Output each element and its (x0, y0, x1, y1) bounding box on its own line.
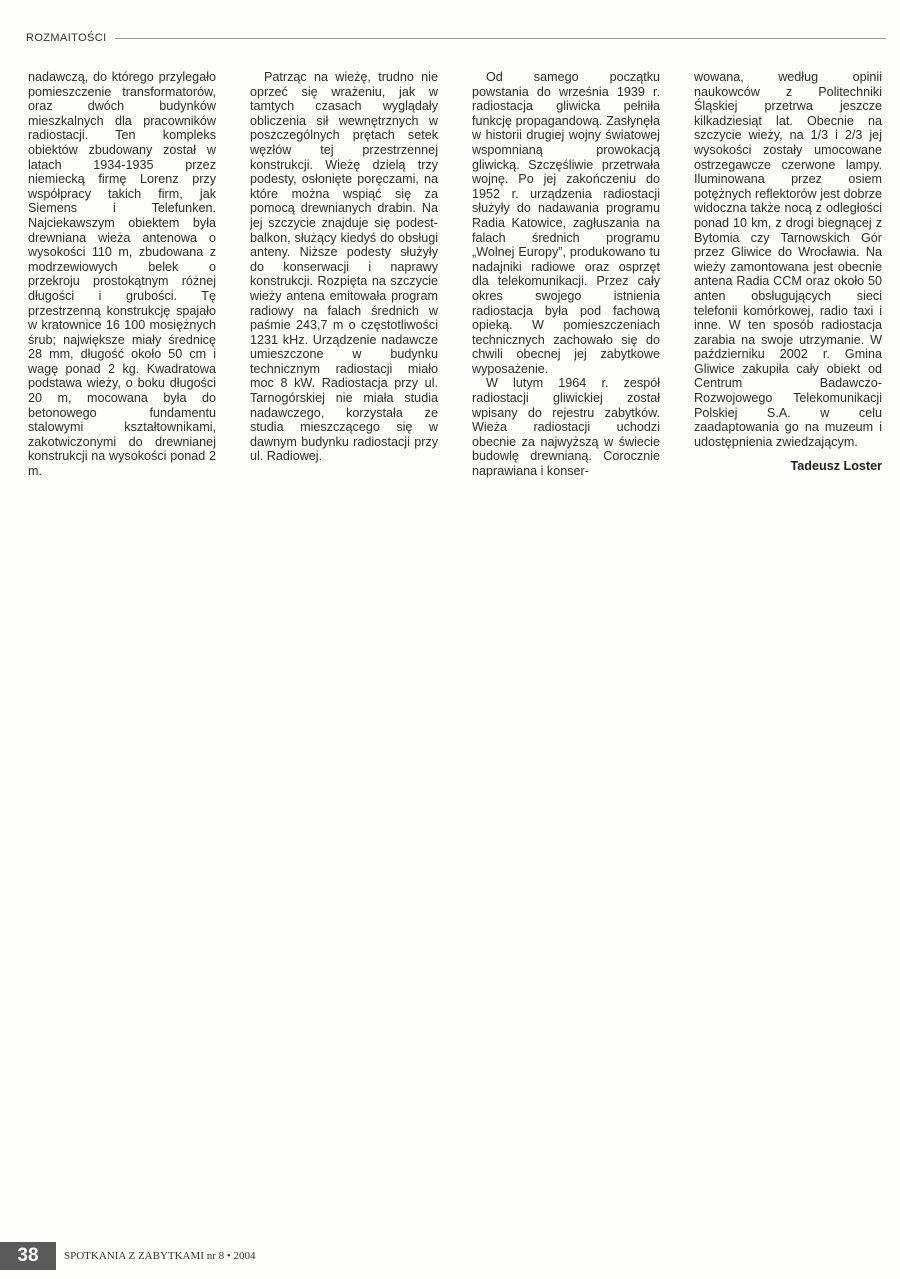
paragraph: wowana, według opinii naukowców z Politechniki Śląskiej przetrwa jeszcze kilkadziesiąt lat. Obecnie na szczycie wieży, na 1/3 i 2/3 jej wysokości zostały umocowane ostrzegawcze czerwone lampy. Iluminowana przez osiem potężnych reflektorów jest dobrze widoczna także nocą z odległości ponad 10 km, z drogi biegnącej z Bytomia czy Tarnowskich Gór przez Gliwice do Wrocławia. Na wieży zamontowana jest obecnie antena Radia CCM oraz około 50 anten obsługujących sieci telefonii komórkowej, radio taxi i inne. W ten sposób radiostacja zarabia na swoje utrzymanie. W październiku 2002 r. Gmina Gliwice zakupiła cały obiekt od Centrum Badawczo-Rozwojowego Telekomunikacji Polskiej S.A. w celu zaadaptowania go na muzeum i udostępnienia zwiedzającym. (694, 70, 882, 449)
paragraph: Patrząc na wieżę, trudno nie oprzeć się wrażeniu, jak w tamtych czasach wyglądały obliczenia sił wewnętrznych w poszczególnych prętach setek węzłów tej przestrzennej konstrukcji. Wieżę dzielą trzy podesty, osłonięte poręczami, na które można wspiąć się za pomocą drewnianych drabin. Na jej szczycie znajduje się podest-balkon, służący kiedyś do obsługi anteny. Niższe podesty służyły do konserwacji i naprawy konstrukcji. Rozpięta na szczycie wieży antena emitowała program radiowy na falach średnich w paśmie 243,7 m o częstotliwości 1231 kHz. Urządzenie nadawcze umieszczone w budynku technicznym radiostacji miało moc 8 kW. Radiostacja przy ul. Tarnogórskiej nie miała studia nadawczego, korzystała ze studia mieszczącego się w dawnym budynku radiostacji przy ul. Radiowej. (250, 70, 438, 464)
section-label: ROZMAITOŚCI (26, 32, 107, 44)
column-3 (472, 70, 660, 479)
running-header (26, 30, 886, 46)
paragraph: Od samego początku powstania do września 1939 r. radiostacja gliwicka pełniła funkcję propagandową. Zasłynęła w historii drugiej wojny światowej wspomnianą prowokacją gliwicką. Szczęśliwie przetrwała wojnę. Po jej zakończeniu do 1952 r. urządzenia radiostacji służyły do nadawania programu Radia Katowice, zagłuszania na falach średnich programu „Wolnej Europy”, produkowano tu nadajniki radiowe oraz osprzęt dla telekomunikacji. Przez cały okres swojego istnienia radiostacja była pod fachową opieką. W pomieszczeniach technicznych zachowało się do chwili obecnej jej zabytkowe wyposażenie. (472, 70, 660, 376)
page-footer (0, 1242, 900, 1270)
paragraph: W lutym 1964 r. zespół radiostacji gliwickiej został wpisany do rejestru zabytków. Wieża radiostacji uchodzi obecnie za najwyższą w świecie budowlę drewnianą. Corocznie naprawiana i konser- (472, 376, 660, 479)
author-signature: Tadeusz Loster (790, 459, 882, 474)
header-rule (115, 38, 886, 39)
publication-title: SPOTKANIA Z ZABYTKAMI nr 8 • 2004 (64, 1250, 256, 1262)
column-4 (694, 70, 882, 474)
column-1 (28, 70, 216, 479)
column-2 (250, 70, 438, 464)
paragraph: nadawczą, do którego przylegało pomieszczenie transformatorów, oraz dwóch budynków mieszkalnych dla pracowników radiostacji. Ten kompleks obiektów zbudowany został w latach 1934-1935 przez niemiecką firmę Lorenz przy współpracy takich firm, jak Siemens i Telefunken. Najciekawszym obiektem była drewniana wieża antenowa o wysokości 110 m, zbudowana z modrzewiowych belek o przekroju prostokątnym różnej długości i grubości. Tę przestrzenną konstrukcję spajało w kratownice 16 100 mosiężnych śrub; największe miały średnicę 28 mm, długość około 50 cm i wagę ponad 2 kg. Kwadratowa podstawa wieży, o boku długości 20 m, mocowana była do betonowego fundamentu stalowymi kształtownikami, zakotwiczonymi do drewnianej konstrukcji na wysokości ponad 2 m. (28, 70, 216, 479)
page-number: 38 (0, 1242, 56, 1270)
